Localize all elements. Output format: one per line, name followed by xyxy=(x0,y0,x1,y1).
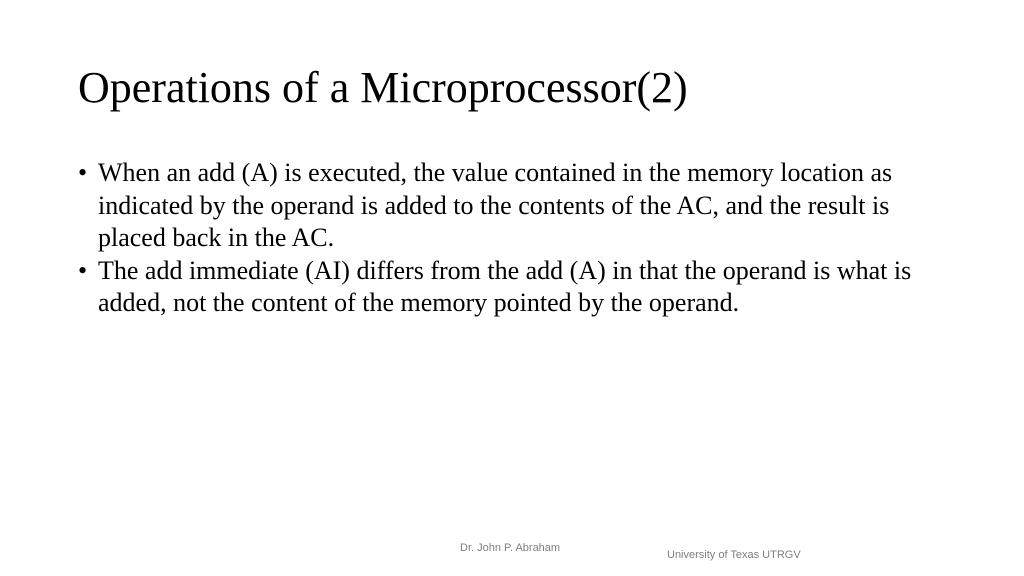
bullet-text: When an add (A) is executed, the value contained in the memory location as indicated by the operand is added to the contents of the AC, and the result is placed back in the AC. xyxy=(98,158,893,252)
slide-title: Operations of a Microprocessor(2) xyxy=(78,63,688,112)
footer-organization: University of Texas UTRGV xyxy=(667,549,801,561)
bullet-marker: • xyxy=(78,158,88,187)
bullet-marker: • xyxy=(78,255,88,285)
bullet-text: The add immediate (AI) differs from the add (A) in that the operand is what is added, not the content of the memory pointed by the operand. xyxy=(98,255,912,317)
bullet-list xyxy=(78,157,958,320)
bullet-item xyxy=(78,157,958,255)
footer-author: Dr. John P. Abraham xyxy=(460,542,561,554)
bullet-item xyxy=(78,255,958,320)
